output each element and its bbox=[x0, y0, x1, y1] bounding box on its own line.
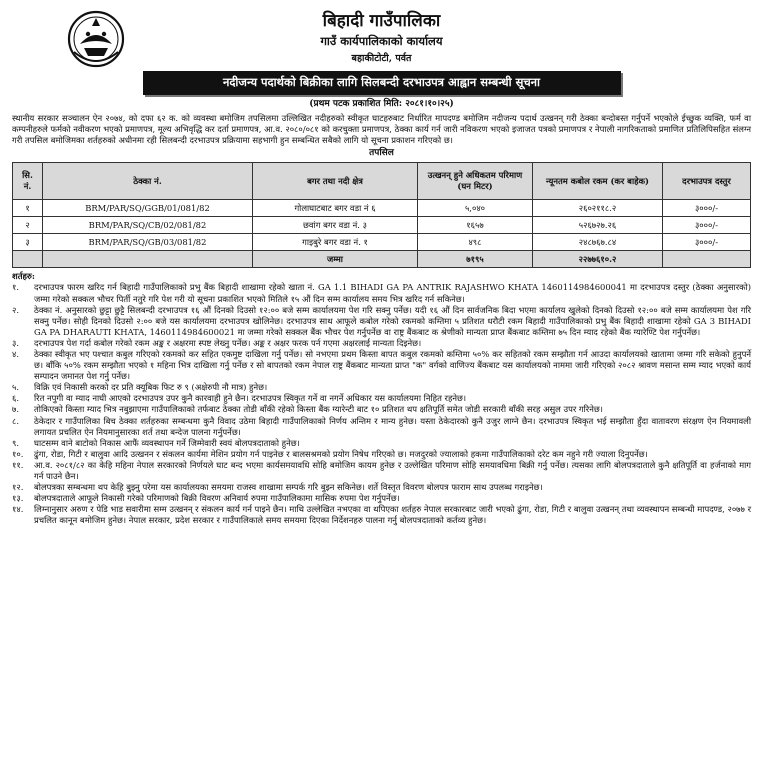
notice-title: नदीजन्य पदार्थको बिक्रीका लागि सिलबन्दी दरभाउपत्र आह्वान सम्बन्धी सूचना bbox=[143, 71, 621, 95]
cell-contract: BRM/PAR/SQ/GGB/01/081/82 bbox=[43, 200, 253, 217]
total-label: जम्मा bbox=[253, 251, 418, 268]
term-text: बोलपत्रदाताले आफूले निकासी गरेको परिमाणको बिक्री विवरण अनिवार्य रुपमा गाउँपालिकामा मासिक रुपमा पेश गर्नुपर्नेछ। bbox=[34, 493, 400, 504]
col-contract: ठेक्का नं. bbox=[43, 163, 253, 200]
term-number: ४. bbox=[12, 349, 20, 359]
term-number: १. bbox=[12, 282, 20, 293]
cell-contract: BRM/PAR/SQ/CB/02/081/82 bbox=[43, 217, 253, 234]
term-number: ८. bbox=[12, 415, 20, 426]
term-item bbox=[12, 393, 751, 404]
col-sn: सि. नं. bbox=[13, 163, 43, 200]
cell-blank bbox=[43, 251, 253, 268]
term-item bbox=[12, 504, 751, 526]
term-text: ठेकेदार र गाउँपालिका बिच ठेक्का शर्तहरुका सम्बन्धमा कुनै विवाद उठेमा बिहादी गाउँपालिकाको निर्णय अन्तिम र मान्य हुनेछ। यस्ता ठेकेदारको कुनै उजुर लाग्ने छैन। दरभाउपत्र स्विकृत भई सम्झौता हुँदा वातावरण संरक्षण ऐन नियमावली लगायत प्रचलित ऐन नियमानुसारका शर्त तथा बन्देज पालना गर्नुपर्नेछ। bbox=[34, 415, 751, 437]
terms-list bbox=[12, 282, 751, 526]
term-item bbox=[12, 349, 751, 382]
nepal-emblem-icon bbox=[66, 8, 126, 68]
term-text: तोकिएको किस्ता म्याद भित्र नबुझाएमा गाउँपालिकाको तर्फबाट ठेक्का तोडी बाँकी रहेको किस्ता बैंक ग्यारेन्टी बाट १० प्रतिशत थप क्षतिपूर्ति समेत जोडी सरकारी बाँकी सरह असुल उपर गरिनेछ। bbox=[34, 404, 603, 415]
office-name: गाउँ कार्यपालिकाको कार्यालय bbox=[320, 34, 443, 49]
table-header-row bbox=[13, 163, 751, 200]
cell-fee: ३०००/- bbox=[663, 200, 751, 217]
cell-fee: ३०००/- bbox=[663, 234, 751, 251]
cell-quantity: ४९८ bbox=[418, 234, 533, 251]
term-text: घाटसम्म वाने बाटोको निकास आफैं व्यवस्थापन गर्ने जिम्मेवारी स्वयं बोलपत्रदाताको हुनेछ। bbox=[34, 437, 300, 448]
term-text: लिम्नानुसार अरुण र पेडि भाड सवारीमा सम्म उत्खनन् र संकलन कार्य गर्न पाइने छैन। माथि उल्लेखित नभएका वा थपिएका शर्तहरु नेपाल सरकारबाट जारी भएको ढुंगा, रोडा, गिटी र बालुवा उत्खनन् तथा व्यवस्थापन सम्बन्धी मापदण्ड, २०७७ र प्रचलित कानून बमोजिम हुनेछ। नेपाल सरकार, प्रदेश सरकार र गाउँपालिकाले समय समयमा दिएका निर्देशनहरु पालना गर्नु बोलपत्रदाताको कर्तव्य हुनेछ। bbox=[34, 504, 751, 526]
term-item bbox=[12, 282, 751, 304]
cell-contract: BRM/PAR/SQ/GB/03/081/82 bbox=[43, 234, 253, 251]
intro-paragraph: स्थानीय सरकार सञ्चालन ऐन २०७४, को दफा ६२ क. को व्यवस्था बमोजिम तपसिलमा उल्लिखित नदीहरुको स्वीकृत घाटहरुबाट निर्धारित मापदण्ड बमोजिम नदीजन्य पदार्थ उत्खनन् गरी ठेक्का बन्दोबस्त गर्नुपर्ने भएकोले ईच्छुक व्यक्ति, फर्म वा कम्पनीहरुले फर्मको नवीकरण भएको प्रमाणपत्र, मूल्य अभिवृद्धि कर दर्ता प्रमाणपत्र, आ.व. २०८०/०८१ को करचुक्ता प्रमाणपत्र, ठेक्का कार्य गर्न जारी नविकरण भएको इजाजत पत्रको प्रमाणपत्र र नेपाली नागरिकताको प्रमाणित प्रतिलिपिसहित संलग्न गरी तपसिल बमोजिमका शर्तहरुको अधीनमा रही सिलबन्दी दरभाउपत्र प्रक्रियामा सहभागी हुन सम्बन्धित सबैको लागि यो सूचना प्रकाशन गरिएको छ। bbox=[12, 113, 751, 146]
term-number: ६. bbox=[12, 393, 20, 404]
table-row bbox=[13, 200, 751, 217]
table-row bbox=[13, 234, 751, 251]
cell-min-bid: २४८७६७.८४ bbox=[533, 234, 663, 251]
term-number: ५. bbox=[12, 382, 20, 393]
term-number: १३. bbox=[12, 493, 24, 504]
cell-blank bbox=[663, 251, 751, 268]
term-item bbox=[12, 449, 751, 460]
publish-date: (प्रथम पटक प्रकाशित मिति: २०८१।१०।२५) bbox=[309, 99, 454, 110]
term-text: ठेक्का स्वीकृत भए पश्चात कबुल गरिएको रकमको कर सहित एकमुष्ट दाखिला गर्नु पर्नेछ। सो नभएमा प्रथम किस्ता बापत कबुल रकमको कम्तिमा ५०% कर सहितको रकम सम्झौता गर्न आउदा कार्यालयको खातामा जम्मा गरि सकेको हुनुपर्ने छ। बाँकि ५०% रकम सम्झौता भएको १ महिना भित्र दाखिला गर्नु पर्नेछ र सो बापतको रकम नेपाल राष्ट्र बैंकबाट मान्यता प्राप्त "क" वर्गको वाणिज्य बैंकबाट यस कार्यालयको नाममा जारी गरिएको २०८२ श्रावण मसान्त सम्म म्याद भएको कार्य सम्पादन जमानत पेश गर्नु पर्नेछ। bbox=[34, 349, 751, 382]
term-text: बोलपत्रका सम्बन्धमा थप केहि बुझ्नु परेमा यस कार्यालयका समयमा राजस्व शाखामा सम्पर्क गरि बुझ्न सकिनेछ। शर्ते विस्तृत विवरण बोलपत्र फाराम साथ उपलब्ध गराइनेछ। bbox=[34, 482, 543, 493]
term-item bbox=[12, 404, 751, 415]
cell-quantity: ५,०४० bbox=[418, 200, 533, 217]
contracts-table bbox=[12, 162, 751, 268]
cell-area: गोलाघाटबाट बगर वडा नं ६ bbox=[253, 200, 418, 217]
office-address: बहाकीटोटी, पर्वत bbox=[351, 52, 412, 64]
term-text: ढुंगा, रोडा, गिटी र बालुवा आदि उत्खनन र संकलन कार्यमा मेशिन प्रयोग गर्न पाइनेछ र बालसश्रमको प्रयोग निषेध गरिएको छ। मजदुरको ज्यालाको हकमा गाउँपालिकाको दरेट कम नहुने गरी ज्याला दिनुपर्नेछ। bbox=[34, 448, 648, 459]
table-label: तपसिल bbox=[369, 148, 394, 159]
cell-area: छवांग बगर वडा नं. ३ bbox=[253, 217, 418, 234]
col-fee: दरभाउपत्र दस्तुर bbox=[663, 163, 751, 200]
cell-blank bbox=[13, 251, 43, 268]
term-item bbox=[12, 493, 751, 504]
term-text: विक्रि एवं निकासी करको दर प्रति क्यूबिक फिट रु ९ (अक्षेरुपी नौ मात्र) हुनेछ। bbox=[34, 382, 268, 393]
cell-fee: ३०००/- bbox=[663, 217, 751, 234]
term-text: रित नपुगी वा म्याद नाघी आएको दरभाउपत्र उपर कुनै कारवाही हुने छैन। दरभाउपत्र स्विकृत गर्ने वा नगर्ने अधिकार यस कार्यालयमा निहित रहनेछ। bbox=[34, 393, 467, 404]
cell-sn: ३ bbox=[13, 234, 43, 251]
term-text: दरभाउपत्र पेश गर्दा कबोल गरेको रकम अङ्क र अक्षरमा स्पष्ट लेख्नु पर्नेछ। अङ्क र अक्षर फरक पर्न गएमा अक्षरलाई मान्यता दिइनेछ। bbox=[34, 337, 422, 348]
term-number: ७. bbox=[12, 404, 20, 415]
term-number: १२. bbox=[12, 482, 24, 493]
term-number: १४. bbox=[12, 504, 24, 515]
term-number: ९. bbox=[12, 437, 20, 448]
term-text: ठेक्का नं. अनुसारको छुट्टा छुट्टै सिलबन्दी दरभाउपत्र १६ औं दिनको दिउसो १२:०० बजे सम्म कार्यालयमा पेश गरि सक्नु पर्नेछ। यदी १६ औं दिन सार्वजनिक बिदा भएमा कार्यालय खुलेको दिनको दिउसो १२:०० बजे सम्म कार्यालयमा पेश गरि सक्नु पर्नेछ। सोही दिनको दिउसो २:०० बजे यस कार्यालयमा दरभाउपत्र खोलिनेछ। दरभाउपत्र साथ आफूले कबोल गरेको रकमको कम्तिमा ५ प्रतिशत धरौटी रकम बिहादी गाउँपालिकाको प्रभु बैंक बिहादी शाखामा रहेको GA 3 BIHADI GA PA DHARAUTI KHATA, 1460114984600021 मा जम्मा गरेको सक्कल बैंक भौचर पेश गर्नुपर्नेछ वा राष्ट्र बैंकबाट क श्रेणीको मान्यता प्राप्त बैंकबाट कम्तिमा ७५ दिन म्याद रहेको बैंक ग्यारेण्टि पेश गर्नुपर्नेछ। bbox=[34, 304, 751, 337]
term-item bbox=[12, 438, 751, 449]
term-number: १०. bbox=[12, 448, 24, 459]
cell-sn: २ bbox=[13, 217, 43, 234]
col-area: बगर तथा नदी क्षेत्र bbox=[253, 163, 418, 200]
org-name: बिहादी गाउँपालिका bbox=[322, 11, 441, 31]
term-item bbox=[12, 482, 751, 493]
cell-quantity: १६५७ bbox=[418, 217, 533, 234]
term-item bbox=[12, 338, 751, 349]
total-min-bid: २२७७६१०.२ bbox=[533, 251, 663, 268]
col-quantity: उत्खनन् हुने अधिकतम परिमाण (घन मिटर) bbox=[418, 163, 533, 200]
term-item bbox=[12, 416, 751, 438]
term-number: ११. bbox=[12, 459, 24, 470]
cell-min-bid: २६०२११८.२ bbox=[533, 200, 663, 217]
cell-min-bid: ५२६७२७.२६ bbox=[533, 217, 663, 234]
table-total-row bbox=[13, 251, 751, 268]
cell-area: गाइबुरे बगर वडा नं. १ bbox=[253, 234, 418, 251]
col-min-bid: न्यूनतम कबोल रकम (कर बाहेक) bbox=[533, 163, 663, 200]
term-item bbox=[12, 382, 751, 393]
cell-sn: १ bbox=[13, 200, 43, 217]
term-text: दरभाउपत्र फारम खरिद गर्न बिहादी गाउँपालिकाको प्रभु बैंक बिहादी शाखामा रहेको खाता नं. GA 1.1 BIHADI GA PA ANTRIK RAJASHWO KHATA 1460114984600041 मा दरभाउपत्र दस्तुर (ठेक्का अनुसारको) जम्मा गरेको सक्कल भौचर पिर्ती नतुरे गरि पेश गरी यो सूचना प्रकाशित भएको मितिले १५ औं दिन सम्म कार्यालय समय भित्र खरिद गर्न सकिनेछ। bbox=[34, 282, 751, 304]
term-number: २. bbox=[12, 304, 20, 315]
term-item bbox=[12, 305, 751, 338]
term-number: ३. bbox=[12, 337, 20, 348]
terms-title: शर्तहरु: bbox=[12, 271, 36, 282]
term-item bbox=[12, 460, 751, 482]
term-text: आ.व. २०८१/८२ का केहि महिना नेपाल सरकारको निर्णयले घाट बन्द भएमा कार्यसमयावधि सोहि बमोजिम कायम हुनेछ र उल्लेखित परिमाण सोहि समयावधिमा बिक्री गर्नु पर्नेछ। त्यसका लागि बोलपत्रदाताले कुनै क्षतिपूर्ति वा हर्जनाको माग गर्न पाउने छैन। bbox=[34, 459, 751, 482]
table-row bbox=[13, 217, 751, 234]
total-quantity: ७१९५ bbox=[418, 251, 533, 268]
